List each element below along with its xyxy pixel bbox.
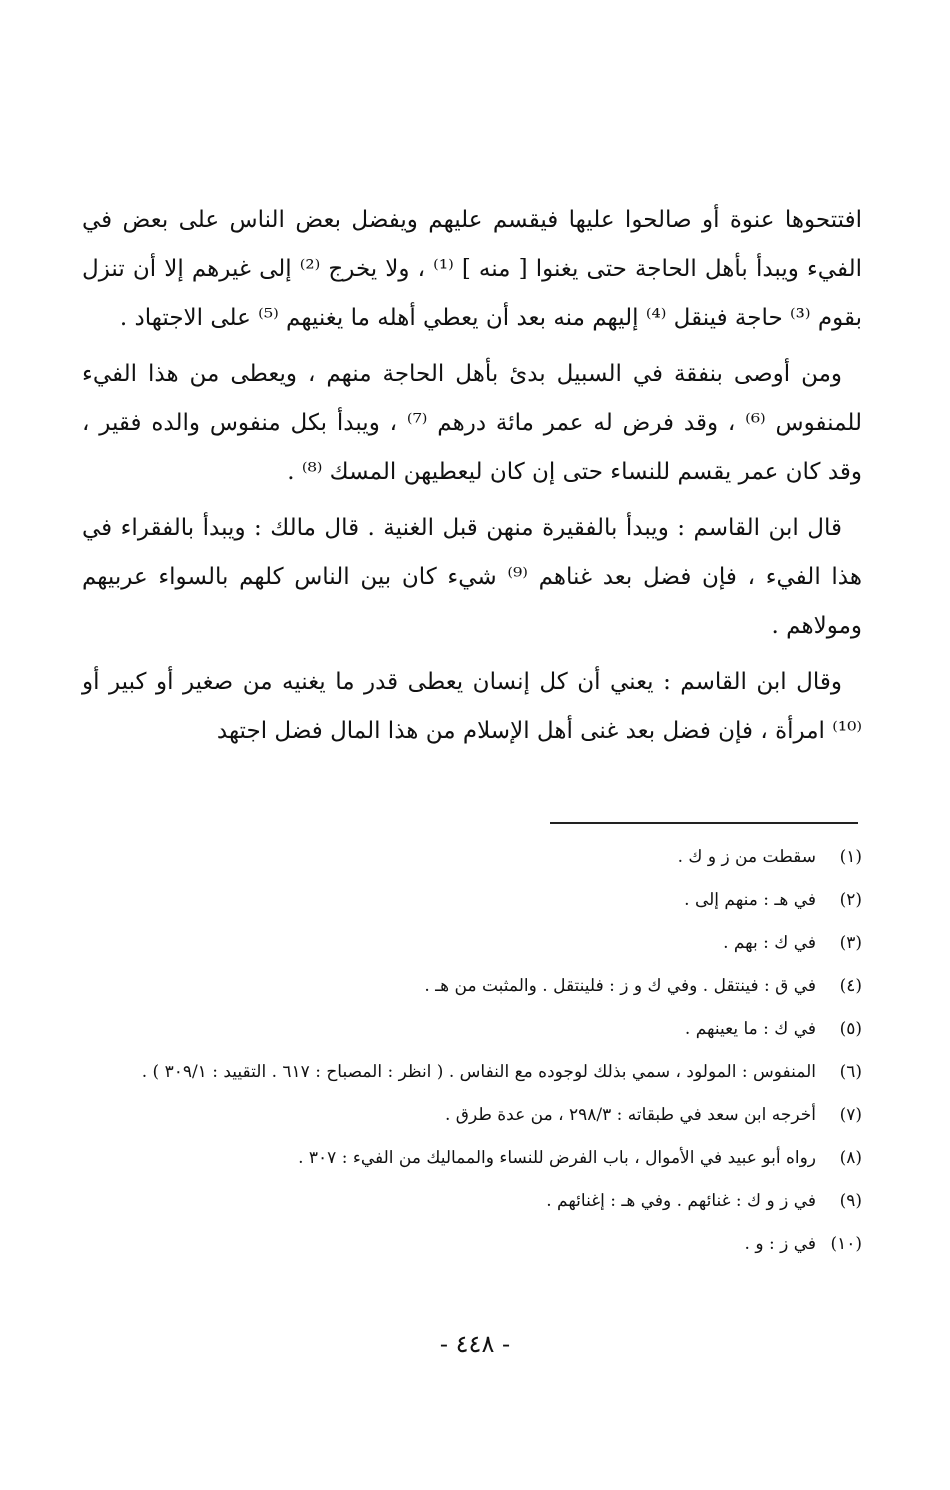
footnote-item bbox=[82, 1184, 862, 1218]
footnote-item bbox=[82, 1141, 862, 1175]
main-text bbox=[82, 196, 862, 763]
footnote-item bbox=[82, 1055, 862, 1089]
footnote-text: رواه أبو عبيد في الأموال ، باب الفرض للنساء والمماليك من الفيء : ٣٠٧ . bbox=[298, 1148, 816, 1168]
footnote-number: (١) bbox=[839, 847, 862, 867]
footnote-text: في ز و ك : غنائهم . وفي هـ : إغنائهم . bbox=[546, 1191, 816, 1211]
footnote-item bbox=[82, 969, 862, 1003]
footnote-number: (٤) bbox=[839, 976, 862, 996]
footnote-item bbox=[82, 1227, 862, 1261]
footnote-text: في ق : فينتقل . وفي ك و ز : فلينتقل . والمثبت من هـ . bbox=[424, 976, 816, 996]
footnotes-list bbox=[82, 840, 862, 1270]
footnote-number: (٩) bbox=[839, 1191, 862, 1211]
footnote-text: في هـ : منهم إلى . bbox=[684, 890, 816, 910]
footnote-number: (٣) bbox=[839, 933, 862, 953]
footnote-text: أخرجه ابن سعد في طبقاته : ٢٩٨/٣ ، من عدة طرق . bbox=[444, 1105, 816, 1125]
footnote-item bbox=[82, 883, 862, 917]
paragraph-1: افتتحوها عنوة أو صالحوا عليها فيقسم عليهم ويفضل بعض الناس على بعض في الفيء ويبدأ بأهل الحاجة حتى يغنوا [ منه ] ⁽¹⁾ ، ولا يخرج ⁽²⁾ إلى غيرهم إلا أن تنزل بقوم ⁽³⁾ حاجة فينقل ⁽⁴⁾ إليهم منه بعد أن يعطي أهله ما يغنيهم ⁽⁵⁾ على الاجتهاد . bbox=[82, 207, 862, 331]
footnote-text: سقطت من ز و ك . bbox=[677, 847, 816, 867]
footnote-item bbox=[82, 1012, 862, 1046]
footnote-number: (١٠) bbox=[830, 1234, 862, 1254]
footnote-separator bbox=[550, 822, 858, 824]
paragraph-3: قال ابن القاسم : ويبدأ بالفقيرة منهن قبل الغنية . قال مالك : ويبدأ بالفقراء في هذا الفيء ، فإن فضل بعد غناهم ⁽⁹⁾ شيء كان بين الناس كلهم بالسواء عربيهم ومولاهم . bbox=[82, 515, 862, 639]
footnote-text: في ك : بهم . bbox=[723, 933, 816, 953]
footnote-number: (٢) bbox=[839, 890, 862, 910]
paragraph-4: وقال ابن القاسم : يعني أن كل إنسان يعطى قدر ما يغنيه من صغير أو كبير أو ⁽¹⁰⁾ امرأة ، فإن فضل بعد غنى أهل الإسلام من هذا المال فضل اجتهد bbox=[82, 669, 862, 744]
footnote-number: (٥) bbox=[839, 1019, 862, 1039]
footnote-text: في ك : ما يعينهم . bbox=[684, 1019, 816, 1039]
footnote-item bbox=[82, 1098, 862, 1132]
footnote-text: في ز : و . bbox=[744, 1234, 816, 1254]
footnote-number: (٧) bbox=[839, 1105, 862, 1125]
footnote-number: (٦) bbox=[839, 1062, 862, 1082]
footnote-item bbox=[82, 926, 862, 960]
paragraph-2: ومن أوصى بنفقة في السبيل بدئ بأهل الحاجة منهم ، ويعطى من هذا الفيء للمنفوس ⁽⁶⁾ ، وقد فرض له عمر مائة درهم ⁽⁷⁾ ، ويبدأ بكل منفوس والده فقير ، وقد كان عمر يقسم للنساء حتى إن كان ليعطيهن المسك ⁽⁸⁾ . bbox=[82, 361, 862, 485]
footnote-number: (٨) bbox=[839, 1148, 862, 1168]
footnote-item bbox=[82, 840, 862, 874]
page-number: - ٤٤٨ - bbox=[439, 1330, 511, 1358]
footnote-text: المنفوس : المولود ، سمي بذلك لوجوده مع النفاس . ( انظر : المصباح : ٦١٧ . التقييد : ٣٠٩/١ ) . bbox=[141, 1062, 816, 1082]
